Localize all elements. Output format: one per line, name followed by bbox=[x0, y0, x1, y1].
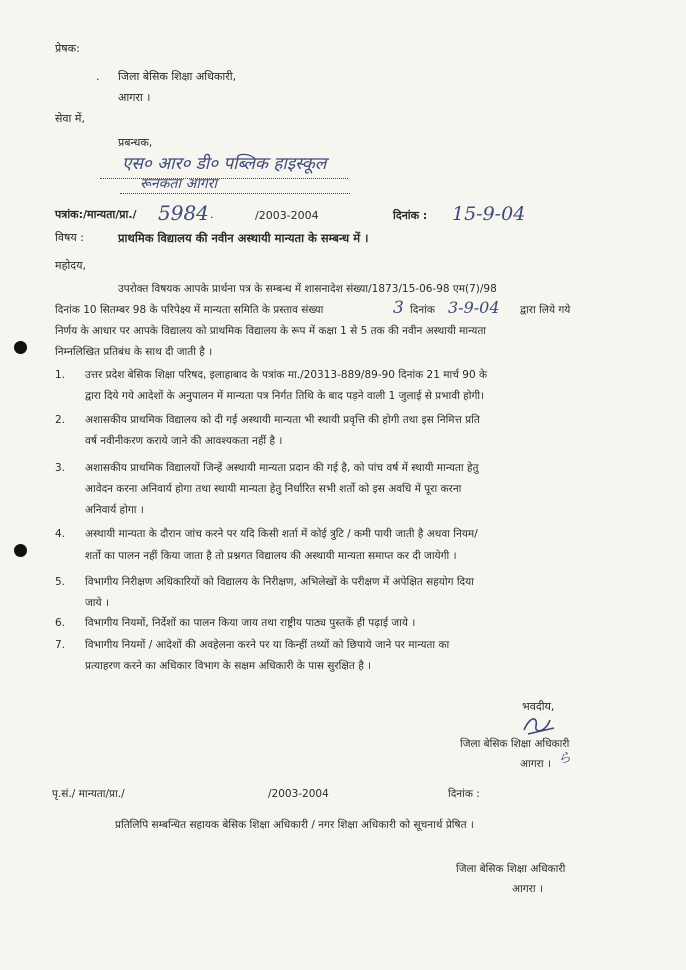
endorsement-signatory-city: आगरा । bbox=[512, 883, 543, 895]
intro-line3: निर्णय के आधार पर आपके विद्यालय को प्राथमिक विद्यालय के रूप में कक्षा 1 से 5 तक की नवीन अस्थायी मान्यता bbox=[55, 325, 487, 337]
condition-line: प्रत्याहरण करने का अधिकार विभाग के सक्षम अधिकारी के पास सुरक्षित है । bbox=[85, 660, 372, 672]
sender-title: जिला बेसिक शिक्षा अधिकारी, bbox=[118, 70, 237, 83]
condition-line: विभागीय नियमों / आदेशों की अवहेलना करने पर या किन्हीं तथ्यों को छिपाये जाने पर मान्यता का bbox=[85, 639, 450, 651]
date-value: 15-9-04 bbox=[452, 203, 526, 225]
initial-mark: ら bbox=[558, 751, 572, 766]
condition-line: शर्तो का पालन नहीं किया जाता है तो प्रश्नगत विद्यालय की अस्थायी मान्यता समाप्त कर दी जायेगी । bbox=[85, 550, 457, 562]
intro-line4: निम्नलिखित प्रतिबंध के साथ दी जाती है । bbox=[55, 346, 213, 358]
condition-line: द्वारा दिये गये आदेशों के अनुपालन में मान्यता पत्र निर्गत तिथि के बाद पड़ने वाली 1 जुलाई से प्रभावी होगी। bbox=[85, 390, 485, 402]
salutation: महोदय, bbox=[55, 259, 86, 272]
date-label: दिनांक : bbox=[393, 209, 428, 222]
bullet-dot: . bbox=[96, 70, 100, 83]
endorsement-date-label: दिनांक : bbox=[448, 788, 480, 800]
closing-signatory-title: जिला बेसिक शिक्षा अधिकारी bbox=[460, 738, 570, 750]
patrank-number: 5984 bbox=[158, 201, 209, 225]
recipient-title: प्रबन्धक, bbox=[118, 136, 153, 149]
punch-hole-mark bbox=[14, 544, 27, 557]
condition-line: वर्ष नवीनीकरण कराये जाने की आवश्यकता नहीं है । bbox=[85, 435, 283, 447]
dotted-line bbox=[100, 178, 348, 179]
condition-number: 1. bbox=[55, 369, 66, 381]
subject-text: प्राथमिक विद्यालय की नवीन अस्थायी मान्यता के सम्बन्ध में । bbox=[118, 231, 369, 245]
endorsement-signatory-title: जिला बेसिक शिक्षा अधिकारी bbox=[456, 863, 566, 875]
condition-number: 7. bbox=[55, 639, 66, 651]
recipient-school-line1: एस० आर० डी० पब्लिक हाइस्कूल bbox=[122, 154, 327, 174]
closing-bhavdiya: भवदीय, bbox=[522, 700, 555, 713]
endorsement-year: /2003-2004 bbox=[268, 788, 329, 800]
condition-number: 5. bbox=[55, 576, 66, 588]
patrank-label: पत्रांक:/मान्यता/प्रा./ bbox=[55, 208, 137, 221]
condition-line: अशासकीय प्राथमिक विद्यालयों जिन्हें अस्थायी मान्यता प्रदान की गई है, को पांच वर्ष में स्थायी मान्यता हेतु bbox=[85, 462, 479, 474]
recipient-school-line2: रूनकता आगरा bbox=[140, 176, 217, 192]
endorsement-copy-text: प्रतिलिपि सम्बन्धित सहायक बेसिक शिक्षा अधिकारी / नगर शिक्षा अधिकारी को सूचनार्थ प्रेषित । bbox=[115, 819, 474, 831]
intro-line2b: दिनांक bbox=[410, 304, 435, 316]
condition-number: 3. bbox=[55, 462, 66, 474]
condition-line: उत्तर प्रदेश बेसिक शिक्षा परिषद, इलाहाबाद के पत्रांक मा./20313-889/89-90 दिनांक 21 मार्च 90 के bbox=[85, 369, 488, 381]
intro-line2a: दिनांक 10 सितम्बर 98 के परिपेक्ष्य में मान्यता समिति के प्रस्ताव संख्या bbox=[55, 304, 324, 316]
condition-line: अनिवार्य होगा । bbox=[85, 504, 144, 516]
intro-proposal-date: 3-9-04 bbox=[448, 298, 500, 317]
condition-line: अशासकीय प्राथमिक विद्यालय को दी गई अस्थायी मान्यता भी स्थायी प्रवृत्ति की होगी तथा इस निमित्त प्रति bbox=[85, 414, 480, 426]
signature-mark bbox=[520, 712, 560, 738]
intro-line1: उपरोक्त विषयक आपके प्रार्थना पत्र के सम्बन्ध में शासनादेश संख्या/1873/15-06-98 एम(7)/98 bbox=[118, 283, 497, 295]
punch-hole-mark bbox=[14, 341, 27, 354]
condition-line: आवेदन करना अनिवार्य होगा तथा स्थायी मान्यता हेतु निर्धारित सभी शर्तो को इस अवधि में पूरा करना bbox=[85, 483, 462, 495]
condition-number: 4. bbox=[55, 528, 66, 540]
reference-year: /2003-2004 bbox=[255, 209, 319, 222]
sender-city: आगरा । bbox=[118, 91, 151, 104]
condition-line: विभागीय नियमों, निर्देशों का पालन किया जाय तथा राष्ट्रीय पाठ्य पुस्तकें ही पढ़ाई जाये । bbox=[85, 617, 416, 629]
intro-line2c: द्वारा लिये गये bbox=[520, 304, 571, 316]
condition-line: विभागीय निरीक्षण अधिकारियों को विद्यालय के निरीक्षण, अभिलेखों के परीक्षण में अपेक्षित सहयोग दिया bbox=[85, 576, 474, 588]
subject-label: विषय : bbox=[55, 231, 84, 244]
closing-signatory-city: आगरा । bbox=[520, 758, 551, 770]
endorsement-pu-label: पृ.सं./ मान्यता/प्रा./ bbox=[52, 788, 125, 800]
condition-line: जाये । bbox=[85, 597, 109, 609]
dotted-line bbox=[120, 193, 350, 194]
intro-proposal-number: 3 bbox=[393, 298, 404, 318]
to-label: सेवा में, bbox=[55, 112, 85, 125]
condition-line: अस्थायी मान्यता के दौरान जांच करने पर यदि किसी शर्ता में कोई त्रुटि / कमी पायी जाती है अथवा नियम/ bbox=[85, 528, 478, 540]
condition-number: 2. bbox=[55, 414, 66, 426]
from-label: प्रेषक: bbox=[55, 42, 80, 55]
patrank-dot: . bbox=[210, 208, 214, 221]
condition-number: 6. bbox=[55, 617, 66, 629]
